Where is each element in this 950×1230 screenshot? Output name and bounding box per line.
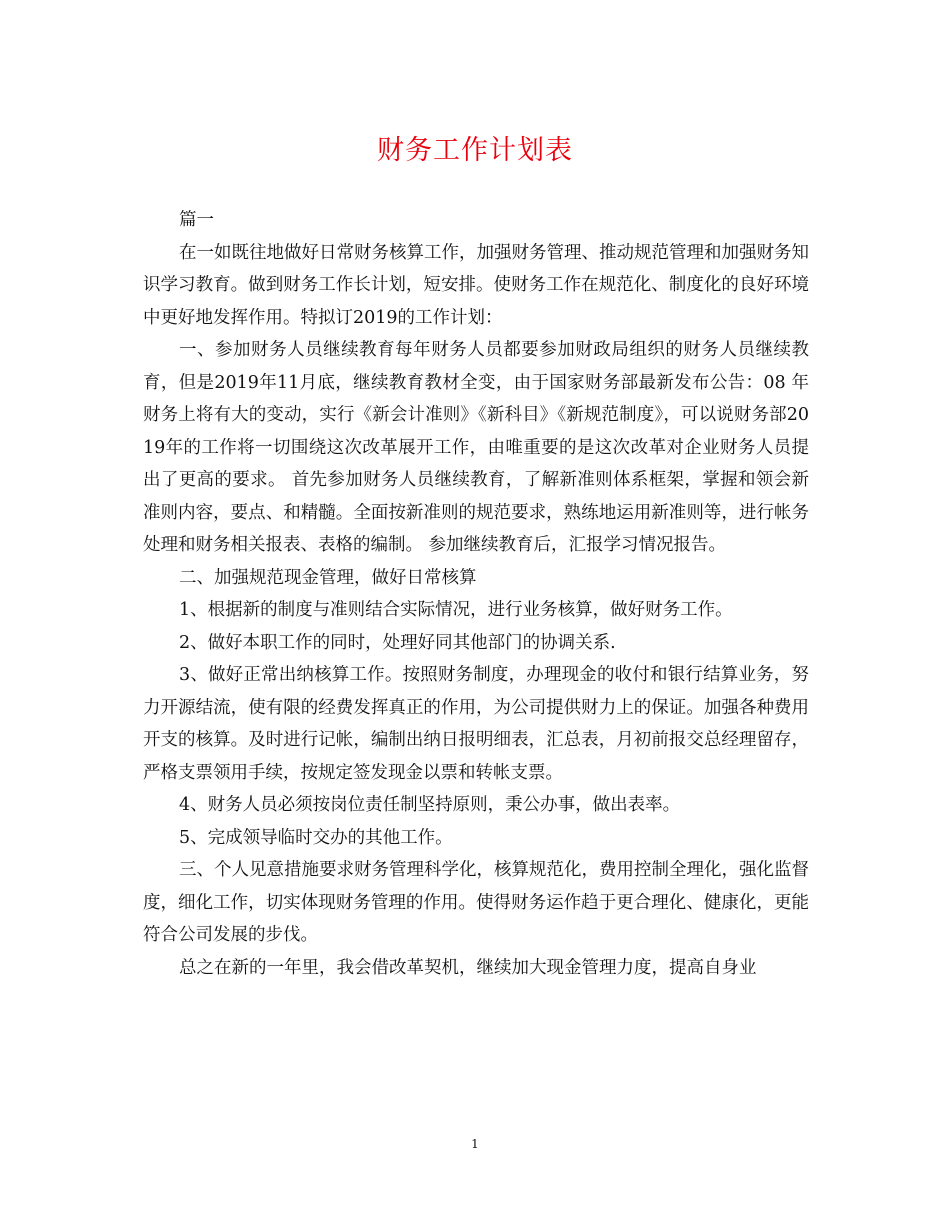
- paragraph-item-three: 三、个人见意措施要求财务管理科学化，核算规范化，费用控制全理化，强化监督度，细化工作，切实体现财务管理的作用。使得财务运作趋于更合理化、健康化，更能符合公司发展的步伐。: [143, 860, 809, 945]
- paragraph-item-one: 一、参加财务人员继续教育每年财务人员都要参加财政局组织的财务人员继续教育，但是2019年11月底，继续教育教材全变，由于国家财务部最新发布公告：08 年财务上将有大的变动，实行《新会计准则》《新科目》《新规范制度》，可以说财务部2019年的工作将一切围绕这次改革展开工作，由唯重要的是这次改革对企业财务人员提出了更高的要求。 首先参加财务人员继续教育，了解新准则体系框架，掌握和领会新准则内容，要点、和精髓。全面按新准则的规范要求，熟练地运用新准则等，进行帐务处理和财务相关报表、表格的编制。 参加继续教育后，汇报学习情况报告。: [143, 340, 809, 555]
- paragraph-conclusion: 总之在新的一年里，我会借改革契机，继续加大现金管理力度，提高自身业: [179, 957, 757, 978]
- document-title: 财务工作计划表: [377, 135, 573, 166]
- document-body: [143, 204, 809, 984]
- paragraph-subitem-1: 1、根据新的制度与准则结合实际情况，进行业务核算，做好财务工作。: [179, 600, 733, 620]
- paragraph-subitem-3: 3、做好正常出纳核算工作。按照财务制度，办理现金的收付和银行结算业务，努力开源结流，使有限的经费发挥真正的作用，为公司提供财力上的保证。加强各种费用开支的核算。及时进行记帐，编制出纳日报明细表，汇总表，月初前报交总经理留存，严格支票领用手续，按规定签发现金以票和转帐支票。: [143, 665, 809, 783]
- paragraph-section-label: 篇一: [179, 210, 214, 230]
- paragraph-subitem-4: 4、财务人员必须按岗位责任制坚持原则，秉公办事，做出表率。: [179, 795, 681, 815]
- paragraph-subitem-5: 5、完成领导临时交办的其他工作。: [179, 827, 453, 848]
- paragraph-intro: 在一如既往地做好日常财务核算工作，加强财务管理、推动规范管理和加强财务知识学习教育。做到财务工作长计划，短安排。使财务工作在规范化、制度化的良好环境中更好地发挥作用。特拟订2019的工作计划：: [143, 242, 809, 328]
- paragraph-item-two-heading: 二、加强规范现金管理，做好日常核算: [179, 567, 477, 588]
- page-number: 1: [471, 1137, 479, 1151]
- paragraph-subitem-2: 2、做好本职工作的同时，处理好同其他部门的协调关系.: [179, 632, 616, 653]
